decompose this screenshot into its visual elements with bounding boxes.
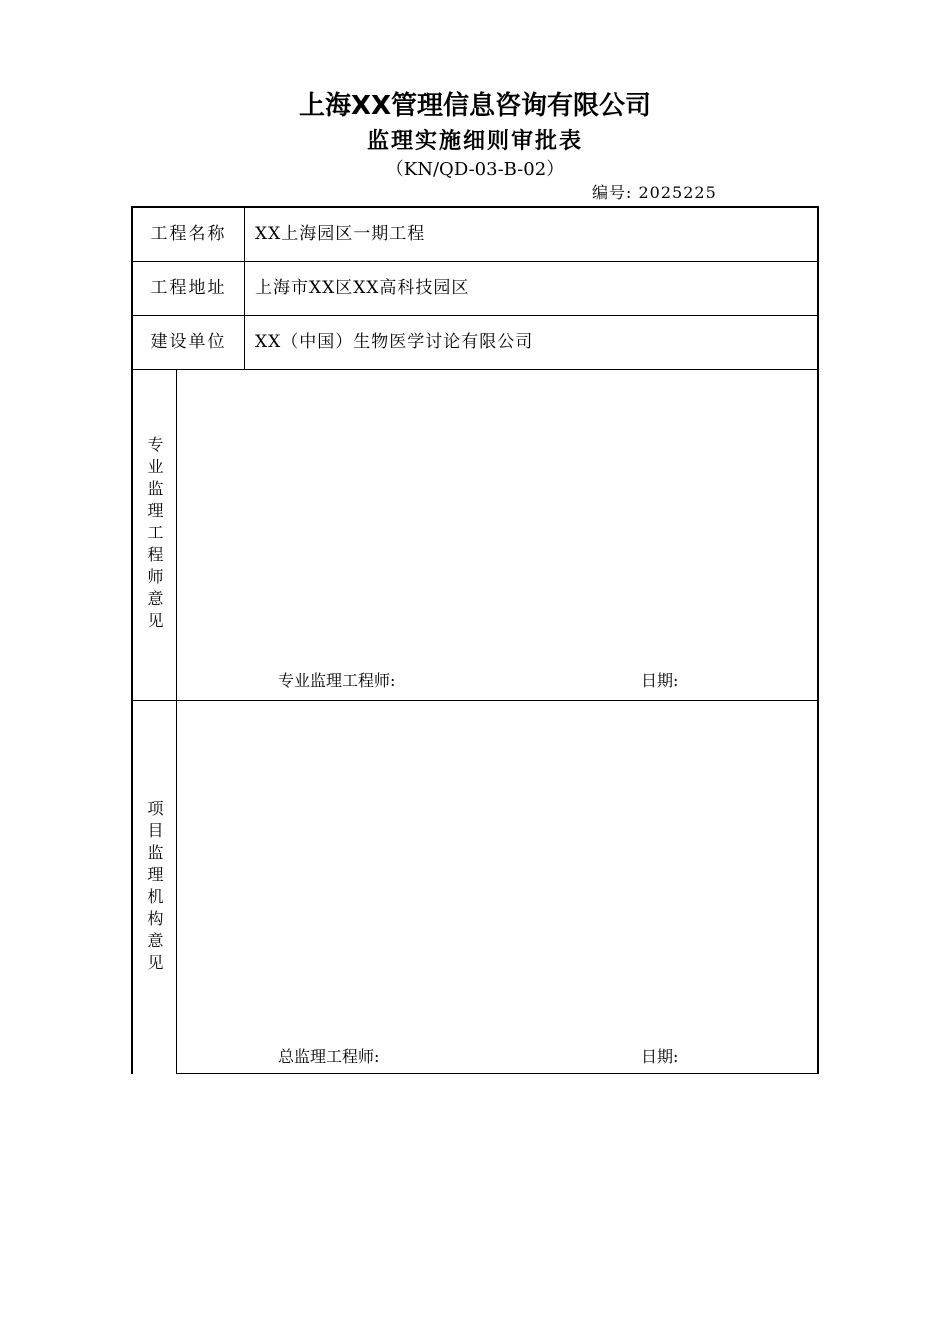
project-address-label: 工程地址: [133, 262, 245, 315]
row-project-address: [133, 262, 817, 316]
approval-form-table: [131, 206, 819, 1074]
engineer-signature-label: 专业监理工程师:: [278, 671, 396, 690]
section-supervision-opinion[interactable]: [133, 701, 817, 1074]
serial-value: 2025225: [638, 183, 717, 202]
project-address-value[interactable]: 上海市XX区XX高科技园区: [255, 278, 470, 298]
construction-unit-value[interactable]: XX（中国）生物医学讨论有限公司: [255, 332, 534, 352]
company-name: 上海XX管理信息咨询有限公司: [298, 91, 652, 121]
project-name-label: 工程名称: [133, 208, 245, 261]
bottom-border: [177, 1073, 818, 1074]
row-project-name: [133, 208, 817, 262]
project-name-value[interactable]: XX上海园区一期工程: [255, 224, 426, 244]
chief-signature-label: 总监理工程师:: [278, 1047, 380, 1066]
engineer-date-label: 日期:: [641, 671, 679, 690]
serial-number: [592, 181, 717, 205]
engineer-opinion-label: 专业监理工程师意见: [133, 370, 177, 700]
serial-label: 编号:: [592, 183, 633, 202]
supervision-opinion-label: 项目监理机构意见: [133, 701, 177, 1074]
section-engineer-opinion[interactable]: [133, 370, 817, 701]
construction-unit-label: 建设单位: [133, 316, 245, 369]
form-title: 监理实施细则审批表: [366, 128, 583, 154]
form-code: （KN/QD-03-B-02）: [385, 159, 565, 180]
chief-date-label: 日期:: [641, 1047, 679, 1066]
row-construction-unit: [133, 316, 817, 370]
